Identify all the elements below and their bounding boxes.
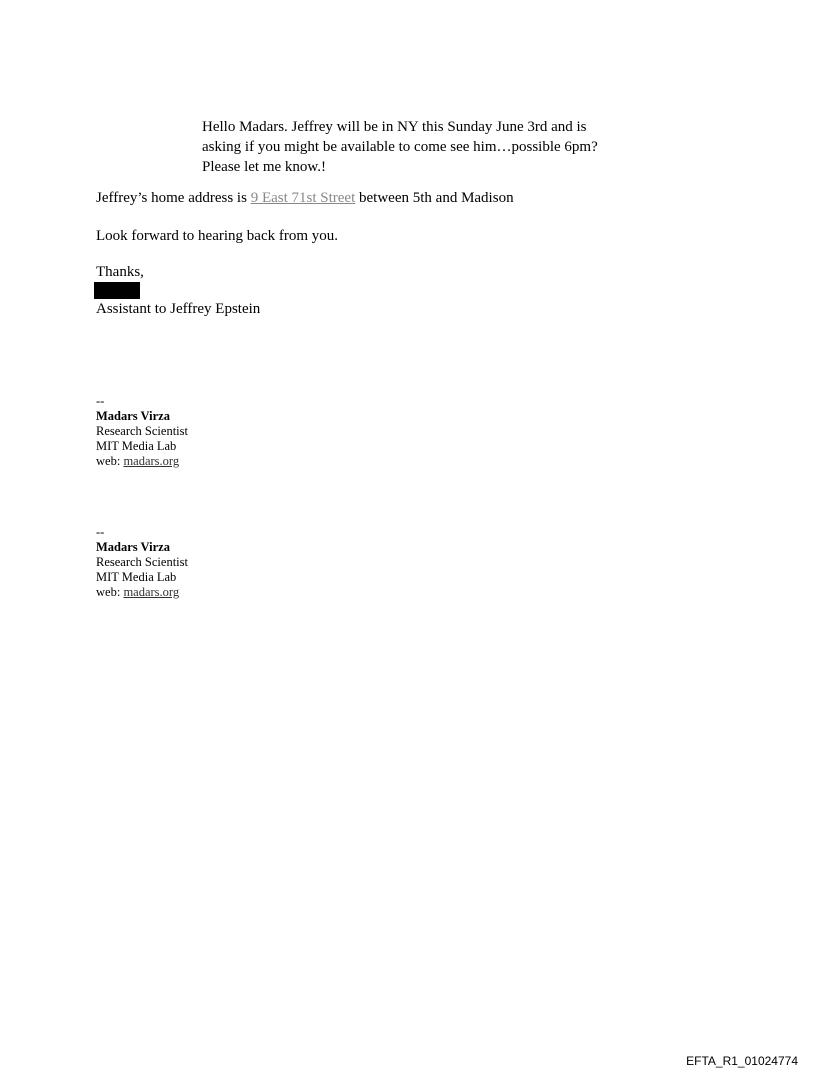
assistant-line: Assistant to Jeffrey Epstein [96, 301, 261, 317]
redacted-name [94, 282, 140, 299]
signature-block [96, 394, 188, 469]
signature-title: Research Scientist [96, 555, 188, 569]
signature-dashes: -- [96, 525, 105, 539]
address-suffix: between 5th and Madison [355, 190, 514, 206]
signature-web-link[interactable]: madars.org [123, 585, 180, 599]
quoted-line: asking if you might be available to come see him…possible 6pm? [202, 139, 598, 155]
signature-block [96, 525, 188, 600]
signature-web-link[interactable]: madars.org [123, 454, 180, 468]
signature-web [96, 454, 188, 469]
signature-org: MIT Media Lab [96, 439, 177, 453]
signature-title: Research Scientist [96, 424, 188, 438]
signature-web-prefix: web: [96, 454, 124, 468]
signature-org: MIT Media Lab [96, 570, 177, 584]
address-prefix: Jeffrey’s home address is [96, 190, 251, 206]
signature-name: Madars Virza [96, 409, 170, 423]
document-id: EFTA_R1_01024774 [686, 1054, 798, 1068]
quoted-line: Please let me know.! [202, 159, 326, 175]
address-link[interactable]: 9 East 71st Street [250, 190, 356, 206]
signature-web [96, 585, 188, 600]
signature-dashes: -- [96, 394, 105, 408]
quoted-message [202, 117, 632, 177]
quoted-line: Hello Madars. Jeffrey will be in NY this Sunday June 3rd and is [202, 119, 587, 135]
signature-web-prefix: web: [96, 585, 124, 599]
signature-name: Madars Virza [96, 540, 170, 554]
thanks-line: Thanks, [96, 264, 144, 280]
address-paragraph [96, 189, 514, 207]
look-forward-paragraph: Look forward to hearing back from you. [96, 228, 339, 244]
